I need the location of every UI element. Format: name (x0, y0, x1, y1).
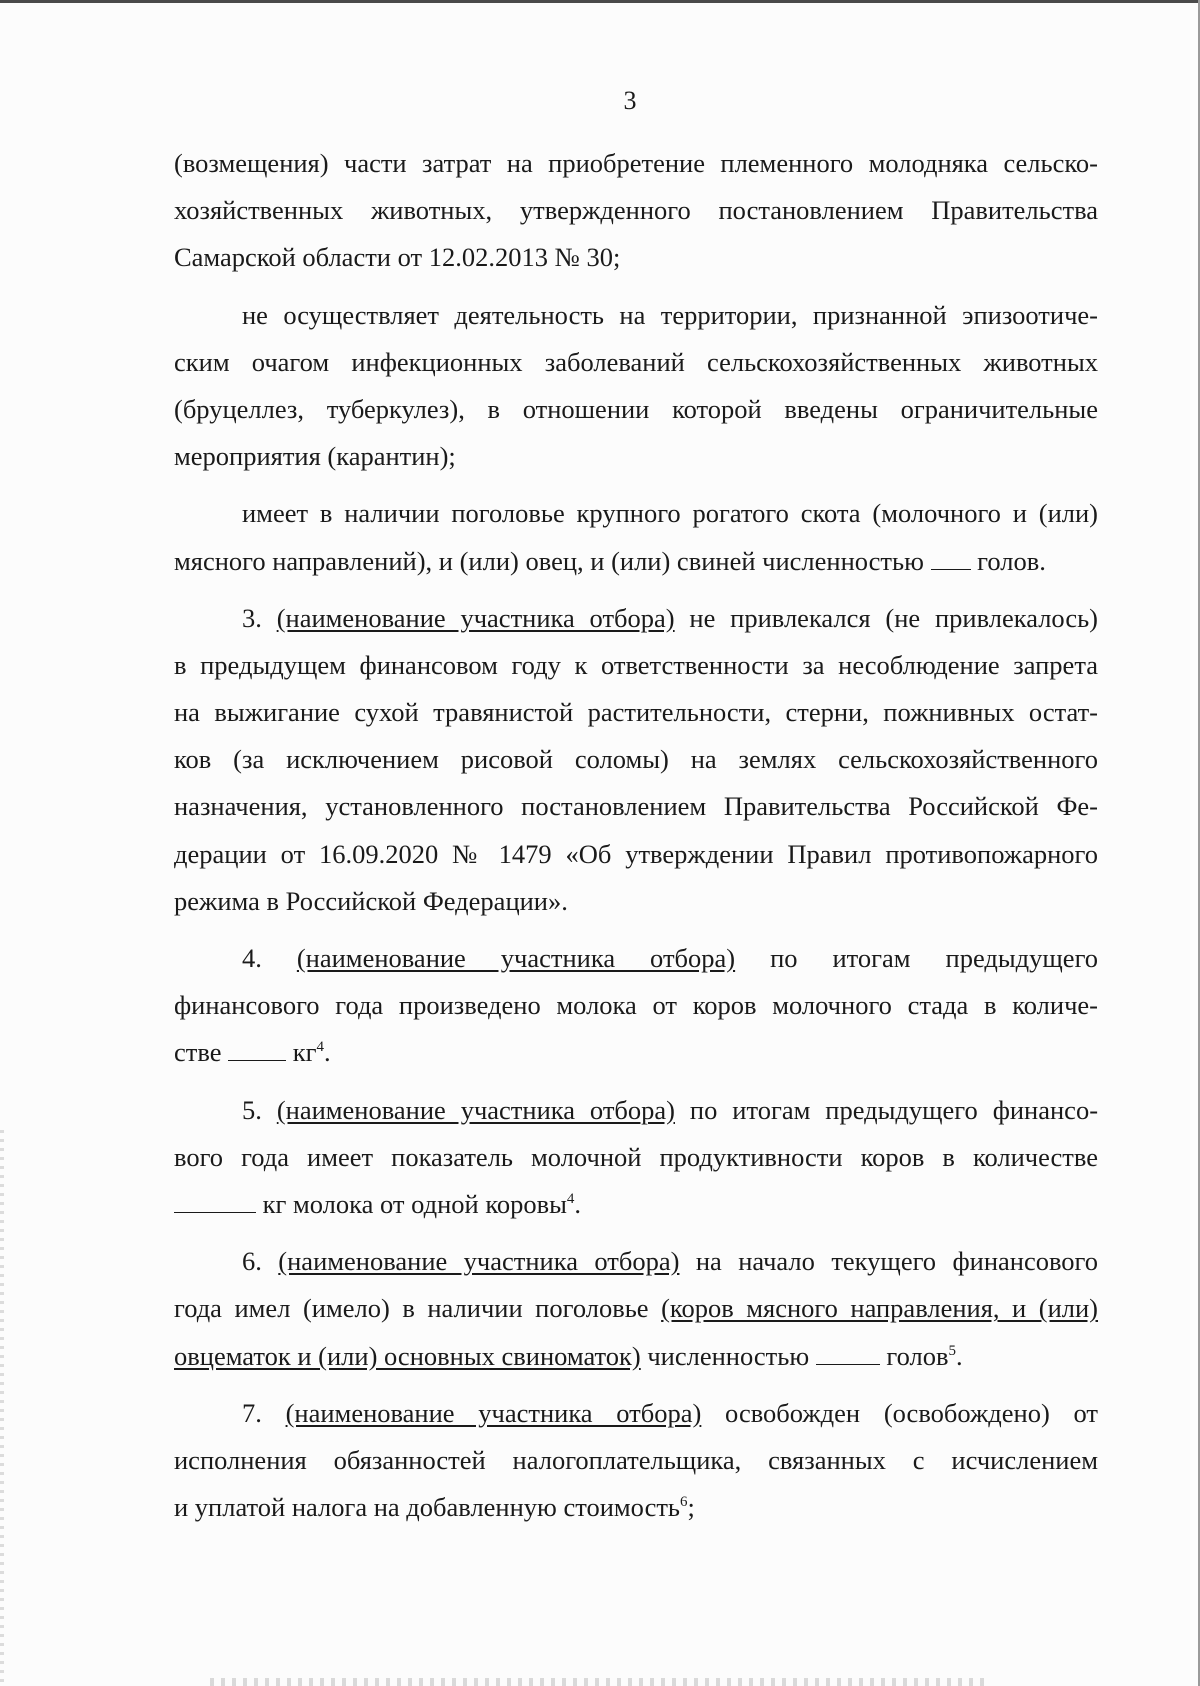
text-line: вого года имеет показатель молочной продуктивности коров в количестве (174, 1141, 1098, 1172)
text-line: овцематок и (или) основных свиноматок) численностью голов$^5$. (174, 1340, 963, 1371)
blank-field (174, 1190, 256, 1213)
text-line: назначения, установленного постановлением Правительства Российской Фе- (174, 791, 1098, 822)
text-line: в предыдущем финансовом году к ответственности за несоблюдение запрета (174, 649, 1098, 680)
page-number: 3 (623, 86, 637, 115)
participant-placeholder: (наименование участника отбора) (296, 943, 736, 973)
text-line: 7. (наименование участника отбора) освобожден (освобождено) от (242, 1397, 1098, 1428)
text-line: и уплатой налога на добавленную стоимость$^6$; (174, 1492, 695, 1523)
text-line: 4. (наименование участника отбора) по итогам предыдущего (242, 943, 1099, 973)
text-line: Самарской области от 12.02.2013 № 30; (174, 242, 621, 273)
text-line: 5. (наименование участника отбора) по итогам предыдущего финансо- (242, 1094, 1099, 1125)
participant-placeholder: (наименование участника отбора) (276, 602, 675, 633)
text-line: на выжигание сухой травянистой растительности, стерни, пожнивных остат- (174, 697, 1098, 728)
blank-field (931, 547, 971, 570)
livestock-placeholder: овцематок и (или) основных свиноматок) (174, 1340, 641, 1371)
blank-field (228, 1038, 286, 1061)
text-line: года имел (имело) в наличии поголовье (коров мясного направления, и (или) (174, 1293, 1099, 1324)
text-line: ков (за исключением рисовой соломы) на землях сельскохозяйственного (174, 744, 1098, 775)
scan-top-edge (0, 0, 1200, 3)
text-line: не осуществляет деятельность на территории, признанной эпизоотиче- (242, 299, 1098, 330)
text-line: 6. (наименование участника отбора) на начало текущего финансового (242, 1246, 1098, 1277)
text-line: (возмещения) части затрат на приобретение племенного молодняка сельско- (174, 148, 1098, 178)
text-line: финансового года произведено молока от коров молочного стада в количе- (174, 990, 1098, 1021)
text-line: имеет в наличии поголовье крупного рогатого скота (молочного и (или) (242, 498, 1098, 529)
text-line: дерации от 16.09.2020 № 1479 «Об утверждении Правил противопожарного (174, 838, 1098, 869)
text-line: режима в Российской Федерации». (174, 885, 568, 916)
text-line: стве $кг^4$. (174, 1037, 331, 1068)
text-line: 3. (наименование участника отбора) не привлекался (не привлекалось) (242, 602, 1099, 633)
text-line: кг молока от одной коровы$^4$. (174, 1181, 1098, 1228)
participant-placeholder: (наименование участника отбора) (285, 1397, 702, 1428)
text-line: исполнения обязанностей налогоплательщика, связанных с исчислением (174, 1444, 1098, 1475)
text-line: ским очагом инфекционных заболеваний сельскохозяйственных животных (174, 346, 1098, 377)
text-line: мясного направлений), и (или) овец, и (или) свиней численностью голов. (174, 545, 1046, 576)
document-body (174, 140, 1098, 1531)
text-line: мероприятия (карантин); (174, 441, 456, 472)
livestock-placeholder: (коров мясного направления, и (или) (661, 1293, 1099, 1324)
blank-field (816, 1342, 880, 1365)
text-line: (бруцеллез, туберкулез), в отношении которой введены ограничительные (174, 393, 1098, 424)
scan-bottom-noise (210, 1678, 990, 1686)
participant-placeholder: (наименование участника отбора) (276, 1094, 675, 1125)
text-line: хозяйственных животных, утвержденного постановлением Правительства (174, 195, 1098, 226)
scan-left-noise (0, 1130, 4, 1686)
participant-placeholder: (наименование участника отбора) (278, 1246, 680, 1277)
